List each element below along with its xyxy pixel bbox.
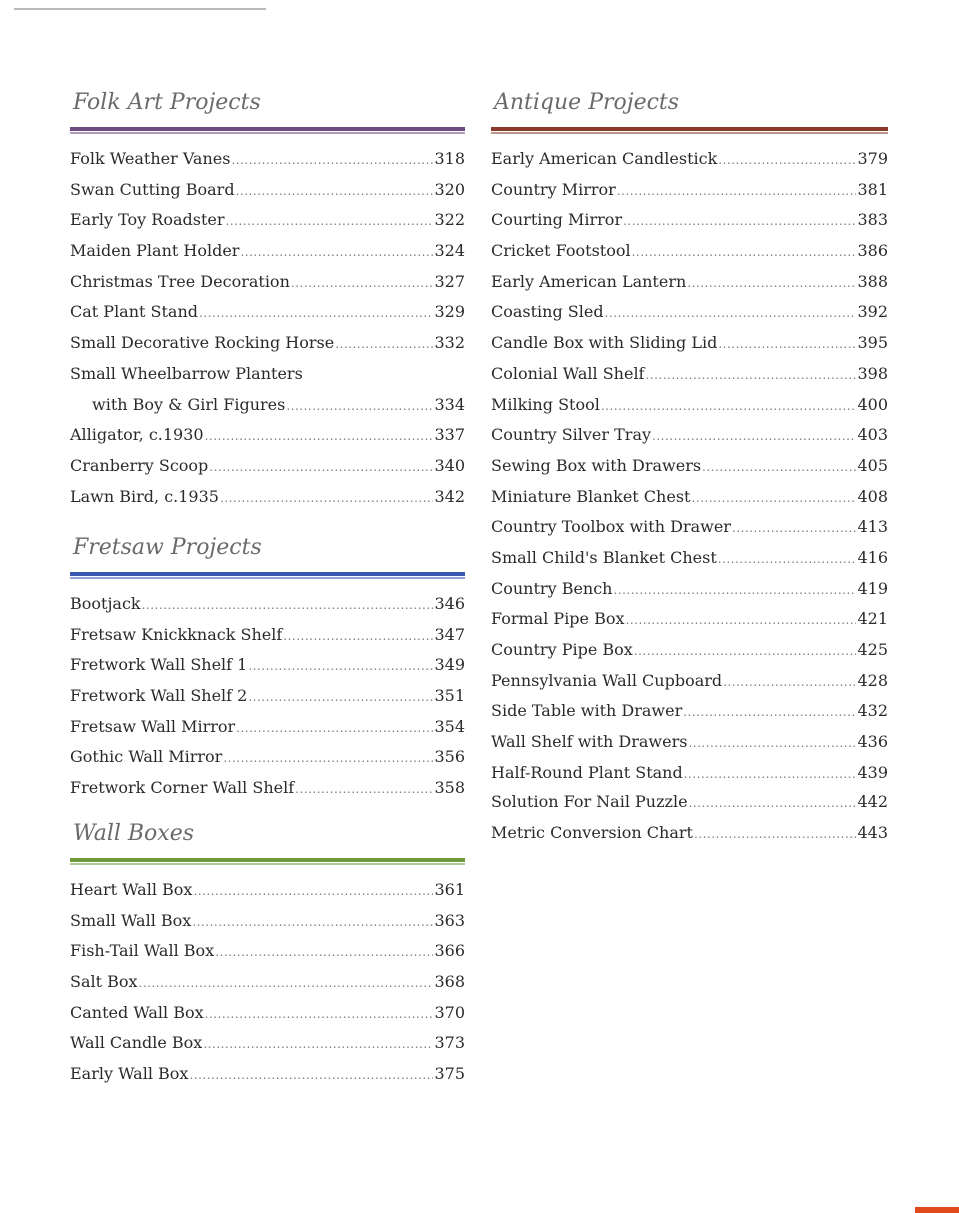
dot-leader (248, 682, 433, 713)
page-number: 428 (857, 670, 888, 690)
page-number: 370 (434, 1002, 465, 1022)
page-corner-tab (915, 1207, 959, 1213)
page-number: 340 (434, 455, 465, 475)
dot-leader (702, 452, 856, 483)
entry-title: Cat Plant Stand (70, 302, 199, 322)
toc-entry (70, 1059, 465, 1090)
entry-title: Lawn Bird, c.1935 (70, 486, 219, 506)
entry-title: Candle Box with Sliding Lid (491, 333, 718, 353)
page-number: 354 (434, 716, 465, 736)
toc-entry (70, 650, 465, 681)
entry-title: Small Decorative Rocking Horse (70, 333, 335, 353)
page-number: 436 (857, 732, 888, 752)
dot-leader (205, 999, 434, 1030)
entry-title: Cricket Footstool (491, 241, 631, 261)
section-rule-thin (70, 577, 465, 579)
toc-entry (70, 175, 465, 206)
dot-leader (687, 268, 856, 299)
toc-entry (491, 758, 888, 789)
entry-title: Heart Wall Box (70, 880, 193, 899)
toc-entry (491, 359, 888, 390)
toc-entry (491, 604, 888, 635)
top-rule (14, 8, 266, 10)
entry-title: Solution For Nail Puzzle (491, 792, 688, 811)
entry-title: Miniature Blanket Chest (491, 486, 691, 506)
dot-leader (718, 329, 856, 360)
dot-leader (632, 237, 857, 268)
entry-title: Half-Round Plant Stand (491, 762, 683, 782)
toc-entry (491, 390, 888, 421)
entry-title: Wall Candle Box (70, 1033, 203, 1053)
entry-title: Colonial Wall Shelf (491, 363, 645, 383)
dot-leader (689, 788, 857, 819)
entry-title: Canted Wall Box (70, 1002, 204, 1022)
dot-leader (291, 268, 434, 299)
entry-list (491, 144, 888, 788)
dot-leader (223, 743, 433, 774)
entry-title: Milking Stool (491, 394, 600, 414)
toc-entry (491, 482, 888, 513)
dot-leader (215, 937, 433, 968)
dot-leader (236, 713, 433, 744)
toc-entry (491, 175, 888, 206)
section-rule-thin (491, 132, 888, 134)
toc-entry (491, 696, 888, 727)
entry-title: Fretsaw Knickknack Shelf (70, 624, 283, 644)
page-number: 413 (857, 517, 888, 537)
page-number: 318 (434, 149, 465, 168)
page-number: 403 (857, 425, 888, 445)
entry-title: Small Child's Blanket Chest (491, 547, 717, 567)
entry-title: Christmas Tree Decoration (70, 271, 290, 291)
page-number: 327 (434, 271, 465, 291)
page-number: 379 (857, 149, 888, 168)
toc-entry (70, 620, 465, 651)
page-number: 329 (434, 302, 465, 322)
toc-entry (70, 451, 465, 482)
entry-title: Early Toy Roadster (70, 210, 225, 230)
entry-title: Bootjack (70, 594, 141, 613)
page-number: 347 (434, 624, 465, 644)
entry-title: Small Wall Box (70, 910, 192, 930)
dot-leader (203, 1029, 433, 1060)
toc-entry (491, 451, 888, 482)
toc-entry (70, 589, 465, 620)
toc-entry (70, 906, 465, 937)
dot-leader (613, 575, 856, 606)
dot-leader (626, 605, 857, 636)
dot-leader (335, 329, 433, 360)
toc-entry (70, 875, 465, 906)
entry-title: Country Mirror (491, 179, 616, 199)
entry-title: Fish-Tail Wall Box (70, 941, 215, 961)
dot-leader (623, 206, 856, 237)
page-number: 388 (857, 271, 888, 291)
toc-entry (70, 359, 465, 390)
page-number: 432 (857, 701, 888, 721)
dot-leader (220, 483, 434, 514)
entry-title: Fretsaw Wall Mirror (70, 716, 236, 736)
dot-leader (718, 145, 856, 176)
page-number: 392 (857, 302, 888, 322)
page-number: 405 (857, 455, 888, 475)
dot-leader (601, 391, 857, 422)
dot-leader (723, 667, 856, 698)
dot-leader (691, 483, 856, 514)
section-folk-art (70, 88, 465, 512)
toc-entry (491, 666, 888, 697)
entry-list (491, 787, 888, 848)
entry-title: Folk Weather Vanes (70, 149, 231, 168)
toc-entry (491, 297, 888, 328)
entry-title: Metric Conversion Chart (491, 822, 693, 842)
page-number: 337 (434, 425, 465, 445)
dot-leader (193, 876, 433, 907)
page-number: 346 (434, 594, 465, 613)
page-number: 443 (857, 822, 888, 842)
dot-leader (199, 298, 433, 329)
toc-entry (70, 1028, 465, 1059)
section-rule (70, 127, 465, 131)
dot-leader (189, 1060, 433, 1091)
dot-leader (605, 298, 857, 329)
entry-title: Formal Pipe Box (491, 609, 625, 629)
page-number: 358 (434, 778, 465, 798)
entry-title: Fretwork Wall Shelf 1 (70, 655, 248, 675)
page-number: 419 (857, 578, 888, 598)
page-number: 425 (857, 640, 888, 659)
page-number: 332 (434, 333, 465, 353)
page-number: 322 (434, 210, 465, 230)
page-number: 324 (434, 241, 465, 261)
page-number: 320 (434, 179, 465, 199)
page-number: 408 (857, 486, 888, 506)
dot-leader (683, 697, 856, 728)
toc-entry (491, 727, 888, 758)
toc-entry (70, 297, 465, 328)
entry-title: Alligator, c.1930 (70, 425, 204, 445)
page-number: 386 (857, 241, 888, 261)
page-number: 351 (434, 686, 465, 706)
dot-leader (295, 774, 433, 805)
toc-entry (491, 420, 888, 451)
section-wall-boxes (70, 819, 465, 1090)
entry-list (70, 589, 465, 804)
page-number: 400 (857, 394, 888, 414)
page-number: 383 (857, 210, 888, 230)
toc-entry (70, 482, 465, 513)
entry-title: Small Wheelbarrow Planters (70, 363, 303, 383)
dot-leader (192, 907, 433, 938)
dot-leader (645, 360, 856, 391)
section-extras (491, 787, 888, 848)
page-number: 421 (857, 609, 888, 629)
entry-title: Maiden Plant Holder (70, 241, 240, 261)
entry-title: Early American Lantern (491, 271, 687, 291)
toc-entry (491, 267, 888, 298)
toc-entry (70, 328, 465, 359)
dot-leader (240, 237, 433, 268)
section-title: Antique Projects (494, 90, 680, 115)
entry-title: Coasting Sled (491, 302, 604, 322)
page-number: 375 (434, 1064, 465, 1084)
toc-entry (70, 742, 465, 773)
page-number: 439 (857, 762, 888, 782)
toc-entry (491, 574, 888, 605)
entry-title: Side Table with Drawer (491, 701, 683, 721)
dot-leader (248, 651, 433, 682)
toc-entry (491, 236, 888, 267)
entry-title: Country Pipe Box (491, 640, 633, 659)
dot-leader (286, 391, 433, 422)
entry-title: Wall Shelf with Drawers (491, 732, 688, 752)
dot-leader (283, 621, 433, 652)
dot-leader (231, 145, 433, 176)
section-antique (491, 88, 888, 788)
page-number: 349 (434, 655, 465, 675)
dot-leader (142, 590, 434, 621)
section-title: Folk Art Projects (73, 90, 261, 115)
section-fretsaw (70, 533, 465, 804)
toc-entry (70, 681, 465, 712)
toc-entry (70, 267, 465, 298)
entry-title: Country Toolbox with Drawer (491, 517, 731, 537)
toc-entry (70, 420, 465, 451)
entry-title: Country Silver Tray (491, 425, 652, 445)
section-rule-thin (70, 132, 465, 134)
toc-entry (491, 512, 888, 543)
page-number: 381 (857, 179, 888, 199)
entry-title: Swan Cutting Board (70, 179, 235, 199)
dot-leader (732, 513, 857, 544)
section-rule-thin (70, 863, 465, 865)
dot-leader (139, 968, 434, 999)
page-number: 363 (434, 910, 465, 930)
page-number: 368 (434, 972, 465, 992)
entry-list (70, 875, 465, 1090)
entry-title: with Boy & Girl Figures (92, 394, 286, 414)
section-rule (491, 127, 888, 131)
dot-leader (209, 452, 433, 483)
dot-leader (718, 544, 857, 575)
entry-title: Fretwork Corner Wall Shelf (70, 778, 295, 798)
toc-entry (491, 635, 888, 666)
entry-title: Pennsylvania Wall Cupboard (491, 670, 723, 690)
entry-list (70, 144, 465, 512)
toc-entry (491, 818, 888, 849)
toc-entry (70, 936, 465, 967)
dot-leader (236, 176, 434, 207)
toc-entry (491, 144, 888, 175)
toc-entry (491, 787, 888, 818)
dot-leader (684, 759, 857, 790)
section-rule (70, 858, 465, 862)
toc-entry (70, 144, 465, 175)
dot-leader (688, 728, 856, 759)
entry-title: Country Bench (491, 578, 613, 598)
entry-title: Sewing Box with Drawers (491, 455, 702, 475)
page-number: 442 (857, 792, 888, 811)
toc-entry (70, 390, 465, 421)
entry-title: Cranberry Scoop (70, 455, 209, 475)
entry-title: Early Wall Box (70, 1064, 189, 1084)
entry-title: Courting Mirror (491, 210, 623, 230)
toc-entry (70, 773, 465, 804)
entry-title: Early American Candlestick (491, 149, 718, 168)
page-number: 342 (434, 486, 465, 506)
section-title: Wall Boxes (73, 821, 195, 846)
section-rule (70, 572, 465, 576)
dot-leader (694, 819, 857, 850)
page-number: 334 (434, 394, 465, 414)
page-number: 356 (434, 747, 465, 767)
page-number: 416 (857, 547, 888, 567)
toc-entry (70, 205, 465, 236)
page-number: 398 (857, 363, 888, 383)
entry-title: Fretwork Wall Shelf 2 (70, 686, 248, 706)
dot-leader (226, 206, 434, 237)
toc-entry (491, 328, 888, 359)
dot-leader (617, 176, 857, 207)
toc-entry (491, 543, 888, 574)
toc-entry (70, 236, 465, 267)
entry-title: Salt Box (70, 972, 138, 992)
toc-entry (491, 205, 888, 236)
toc-entry (70, 998, 465, 1029)
page-number: 395 (857, 333, 888, 353)
toc-entry (70, 967, 465, 998)
toc-entry (70, 712, 465, 743)
dot-leader (652, 421, 856, 452)
page-number: 361 (434, 880, 465, 899)
dot-leader (205, 421, 434, 452)
dot-leader (634, 636, 857, 667)
entry-title: Gothic Wall Mirror (70, 747, 223, 767)
section-title: Fretsaw Projects (73, 535, 262, 560)
page-number: 366 (434, 941, 465, 961)
page-number: 373 (434, 1033, 465, 1053)
